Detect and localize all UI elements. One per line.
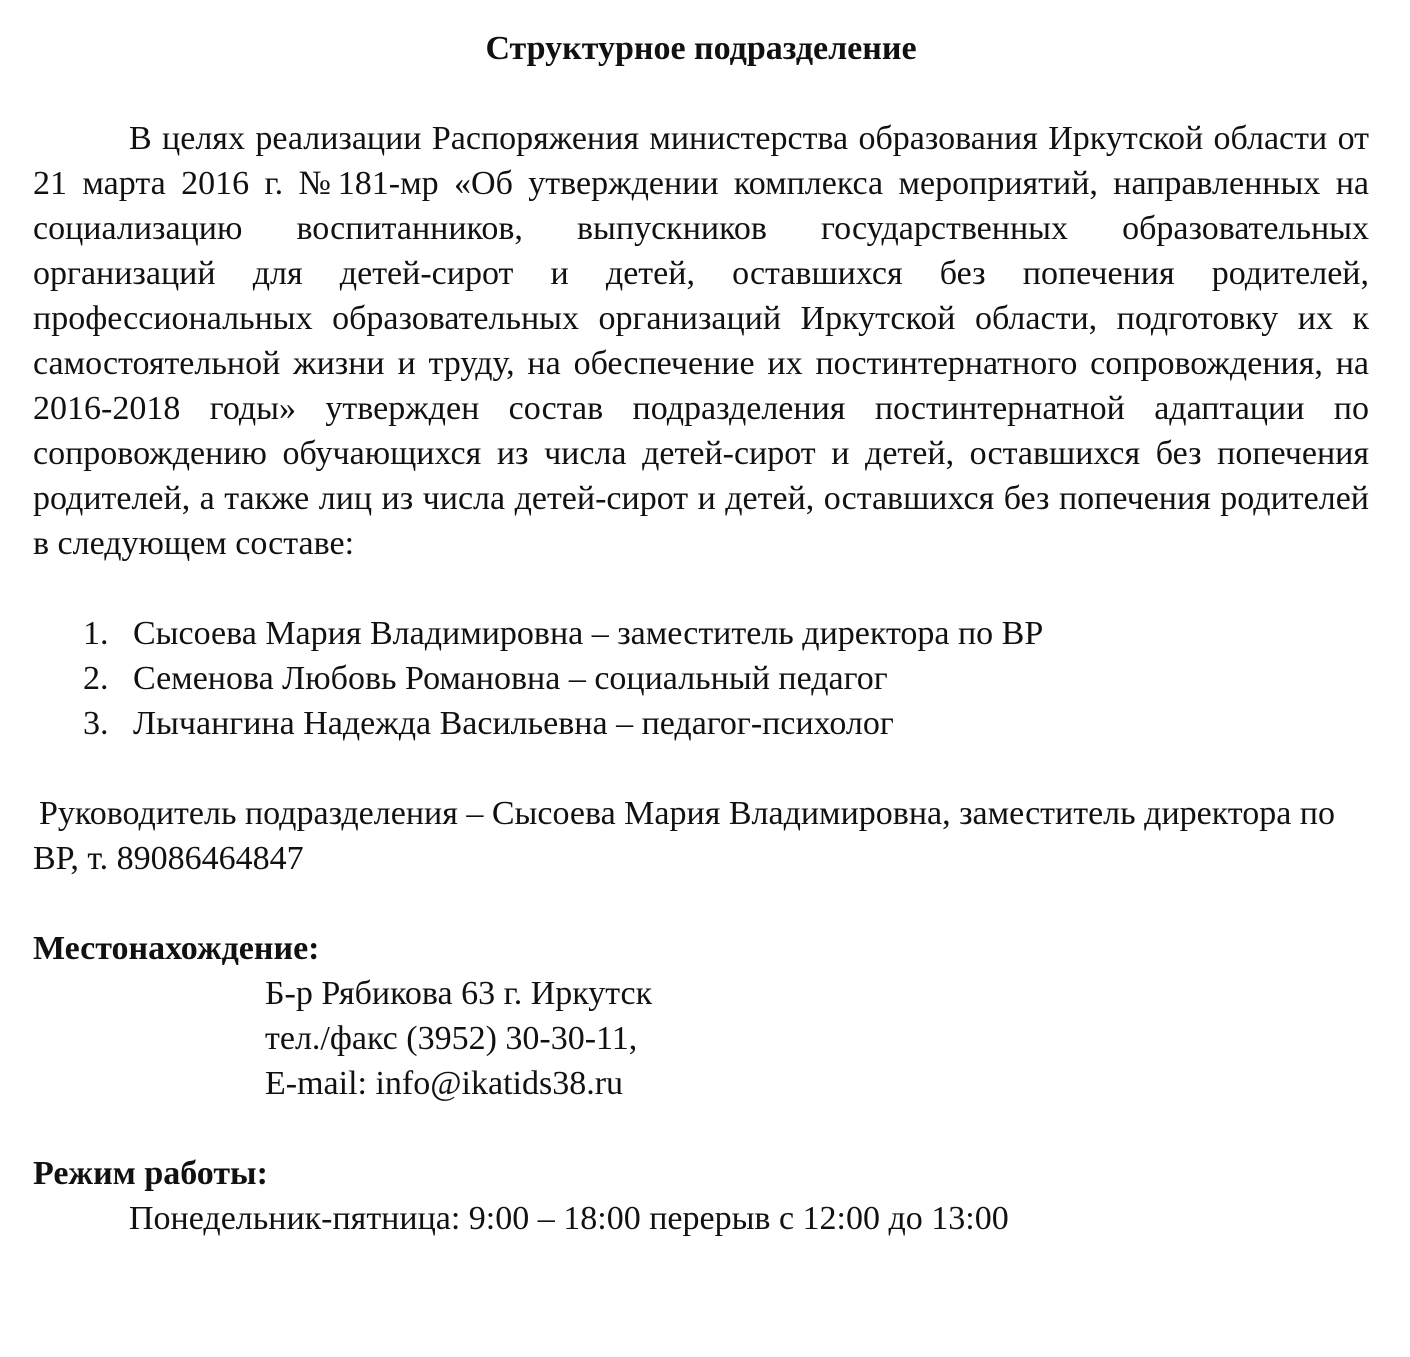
list-item-number: 2. [83, 660, 109, 697]
members-list [33, 611, 1369, 746]
address-text: Б-р Рябикова 63 г. Иркутск [265, 975, 653, 1012]
schedule-title: Режим работы: [33, 1155, 268, 1192]
head-of-unit: Руководитель подразделения – Сысоева Мария Владимировна, заместитель директора по ВР, т. 89086464847 [33, 795, 1336, 877]
email-text: E-mail: info@ikatids38.ru [265, 1065, 624, 1102]
location-block [33, 971, 1369, 1106]
list-item [33, 656, 1369, 701]
location-title: Местонахождение: [33, 930, 320, 967]
phone-text: тел./факс (3952) 30-30-11, [265, 1020, 638, 1057]
list-item [33, 701, 1369, 746]
schedule-hours: Понедельник-пятница: 9:00 – 18:00 перерыв с 12:00 до 13:00 [129, 1200, 1009, 1237]
document-title: Структурное подразделение [485, 30, 917, 67]
list-item-number: 1. [83, 615, 109, 652]
list-item [33, 611, 1369, 656]
list-item-number: 3. [83, 705, 109, 742]
list-item-text: Семенова Любовь Романовна – социальный педагог [133, 660, 888, 697]
document-page [33, 26, 1369, 1241]
list-item-text: Сысоева Мария Владимировна – заместитель директора по ВР [133, 615, 1044, 652]
intro-paragraph: В целях реализации Распоряжения министерства образования Иркутской области от 21 марта 2016 г. №181-мр «Об утверждении комплекса мероприятий, направленных на социализацию воспитанников, выпускников государственных образовательных организаций для детей-сирот и детей, оставшихся без попечения родителей, профессиональных образовательных организаций Иркутской области, подготовку их к самостоятельной жизни и труду, на обеспечение их постинтернатного сопровождения, на 2016-2018 годы» утвержден состав подразделения постинтернатной адаптации по сопровождению обучающихся из числа детей-сирот и детей, оставшихся без попечения родителей, а также лиц из числа детей-сирот и детей, оставшихся без попечения родителей в следующем составе: [33, 120, 1369, 562]
list-item-text: Лычангина Надежда Васильевна – педагог-психолог [133, 705, 894, 742]
